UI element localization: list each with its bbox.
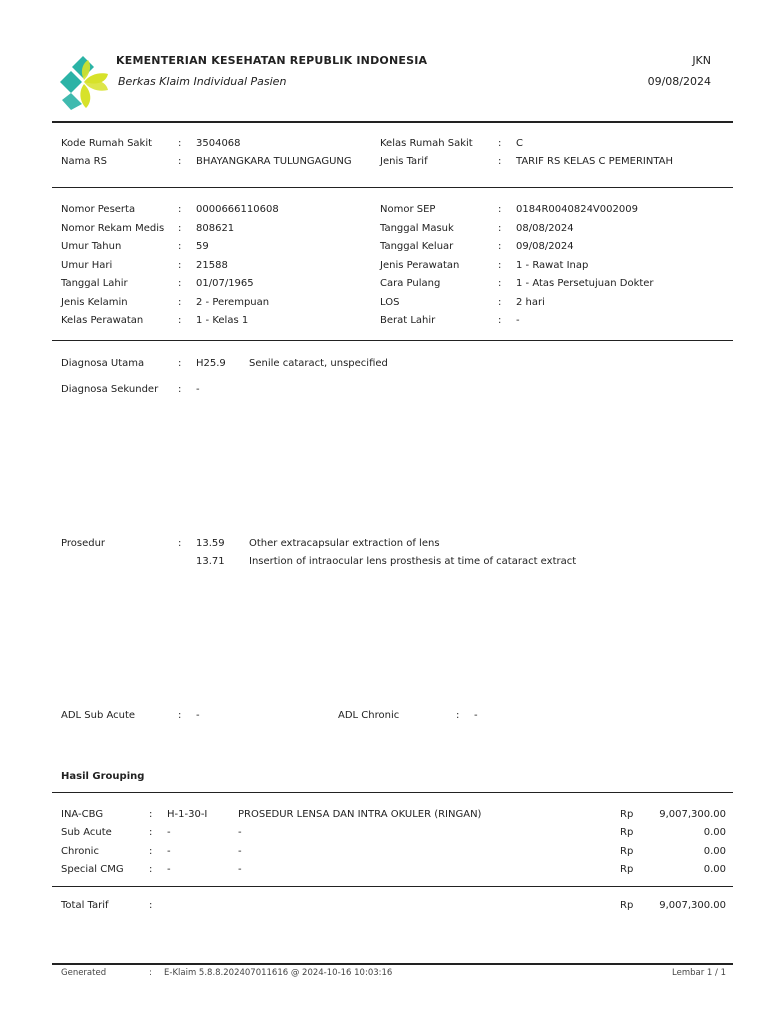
separator: : [149, 863, 153, 875]
patient-field-label: Nomor SEP [380, 204, 436, 215]
adl-sub-acute-label: ADL Sub Acute [61, 710, 136, 721]
separator: : [456, 710, 460, 721]
document-subtitle: Berkas Klaim Individual Pasien [118, 75, 287, 88]
separator: : [498, 296, 502, 308]
grouping-currency: Rp [620, 809, 634, 820]
organization-name: KEMENTERIAN KESEHATAN REPUBLIK INDONESIA [116, 54, 428, 67]
kelas-rs-label: Kelas Rumah Sakit [380, 138, 473, 149]
grouping-amount: 0.00 [703, 845, 726, 857]
separator: : [498, 138, 502, 149]
patient-field-label: Tanggal Masuk [380, 222, 454, 234]
separator: : [498, 278, 502, 289]
kode-rs-value: 3504068 [196, 138, 241, 149]
patient-field-value: 59 [196, 241, 209, 252]
patient-field-label: Jenis Kelamin [61, 296, 128, 308]
generated-value: E-Klaim 5.8.8.202407011616 @ 2024-10-16 10:03:16 [164, 968, 393, 978]
grouping-label: Special CMG [61, 863, 124, 875]
separator: : [149, 845, 153, 857]
separator: : [498, 156, 502, 167]
patient-field-value: 1 - Atas Persetujuan Dokter [516, 278, 654, 289]
patient-field-value: 1 - Kelas 1 [196, 315, 249, 326]
hasil-grouping-title: Hasil Grouping [61, 771, 145, 782]
grouping-label: Sub Acute [61, 827, 112, 839]
patient-field-value: 2 - Perempuan [196, 296, 270, 308]
separator: : [149, 900, 153, 911]
separator: : [178, 259, 182, 271]
separator: : [178, 296, 182, 308]
separator: : [178, 384, 182, 395]
kode-rs-label: Kode Rumah Sakit [61, 138, 153, 149]
patient-field-value: 0184R0040824V002009 [516, 204, 638, 215]
kelas-rs-value: C [516, 138, 523, 149]
diagnosa-utama-label: Diagnosa Utama [61, 358, 145, 369]
diagnosa-utama-desc: Senile cataract, unspecified [249, 358, 388, 369]
page-number: Lembar 1 / 1 [672, 968, 726, 978]
grouping-amount: 0.00 [703, 863, 726, 875]
divider [52, 340, 733, 341]
separator: : [498, 222, 502, 234]
grouping-amount: 9,007,300.00 [659, 809, 726, 820]
document-date: 09/08/2024 [647, 75, 711, 88]
adl-chronic-value: - [474, 710, 478, 721]
separator: : [149, 809, 153, 820]
patient-field-label: Berat Lahir [380, 315, 436, 326]
grouping-code: - [167, 827, 171, 839]
grouping-desc: - [238, 845, 242, 857]
grouping-code: - [167, 845, 171, 857]
total-tarif-label: Total Tarif [61, 900, 109, 911]
patient-field-value: 2 hari [516, 296, 545, 308]
grouping-amount: 0.00 [703, 827, 726, 839]
separator: : [178, 538, 182, 549]
adl-chronic-label: ADL Chronic [338, 710, 400, 721]
grouping-label: Chronic [61, 845, 99, 857]
separator: : [149, 968, 152, 978]
separator: : [178, 156, 182, 167]
separator: : [498, 241, 502, 252]
diagnosa-sekunder-value: - [196, 384, 200, 395]
prosedur-desc: Insertion of intraocular lens prosthesis at time of cataract extract [249, 556, 577, 567]
grouping-desc: - [238, 827, 242, 839]
kemenkes-logo [56, 52, 110, 110]
separator: : [178, 204, 182, 215]
prosedur-label: Prosedur [61, 538, 106, 549]
jenis-tarif-label: Jenis Tarif [380, 156, 428, 167]
divider [52, 963, 733, 965]
patient-field-label: Tanggal Keluar [380, 241, 454, 252]
patient-field-value: 01/07/1965 [196, 278, 254, 289]
separator: : [178, 241, 182, 252]
patient-field-value: 808621 [196, 222, 235, 234]
patient-field-value: 08/08/2024 [516, 222, 574, 234]
total-amount: 9,007,300.00 [659, 900, 726, 911]
separator: : [149, 827, 153, 839]
separator: : [498, 259, 502, 271]
divider [52, 792, 733, 793]
patient-field-value: 0000666110608 [196, 204, 279, 215]
patient-field-label: Umur Hari [61, 259, 113, 271]
patient-field-value: 09/08/2024 [516, 241, 574, 252]
patient-field-value: - [516, 315, 520, 326]
nama-rs-label: Nama RS [61, 156, 107, 167]
nama-rs-value: BHAYANGKARA TULUNGAGUNG [196, 156, 352, 167]
program-name: JKN [692, 54, 711, 67]
patient-field-value: 1 - Rawat Inap [516, 259, 589, 271]
separator: : [498, 315, 502, 326]
prosedur-code: 13.71 [196, 556, 225, 567]
diagnosa-utama-code: H25.9 [196, 358, 226, 369]
separator: : [178, 222, 182, 234]
prosedur-desc: Other extracapsular extraction of lens [249, 538, 440, 549]
separator: : [178, 138, 182, 149]
patient-field-label: LOS [380, 296, 400, 308]
grouping-code: - [167, 863, 171, 875]
separator: : [178, 710, 182, 721]
patient-field-label: Nomor Rekam Medis [61, 222, 165, 234]
logo-icon [56, 52, 110, 110]
jenis-tarif-value: TARIF RS KELAS C PEMERINTAH [516, 156, 674, 167]
separator: : [178, 278, 182, 289]
diagnosa-sekunder-label: Diagnosa Sekunder [61, 384, 159, 395]
divider [52, 187, 733, 188]
patient-field-label: Jenis Perawatan [380, 259, 460, 271]
separator: : [178, 315, 182, 326]
grouping-currency: Rp [620, 845, 634, 857]
grouping-currency: Rp [620, 863, 634, 875]
grouping-currency: Rp [620, 827, 634, 839]
divider [52, 886, 733, 887]
separator: : [178, 358, 182, 369]
patient-field-label: Tanggal Lahir [61, 278, 128, 289]
adl-sub-acute-value: - [196, 710, 200, 721]
divider [52, 121, 733, 123]
patient-field-label: Cara Pulang [380, 278, 441, 289]
patient-field-label: Kelas Perawatan [61, 315, 144, 326]
separator: : [498, 204, 502, 215]
patient-field-label: Umur Tahun [61, 241, 122, 252]
prosedur-code: 13.59 [196, 538, 225, 549]
total-currency: Rp [620, 900, 634, 911]
grouping-code: H-1-30-I [167, 809, 208, 820]
generated-label: Generated [61, 968, 107, 978]
grouping-label: INA-CBG [61, 809, 104, 820]
patient-field-value: 21588 [196, 259, 228, 271]
grouping-desc: PROSEDUR LENSA DAN INTRA OKULER (RINGAN) [238, 809, 482, 820]
grouping-desc: - [238, 863, 242, 875]
patient-field-label: Nomor Peserta [61, 204, 136, 215]
